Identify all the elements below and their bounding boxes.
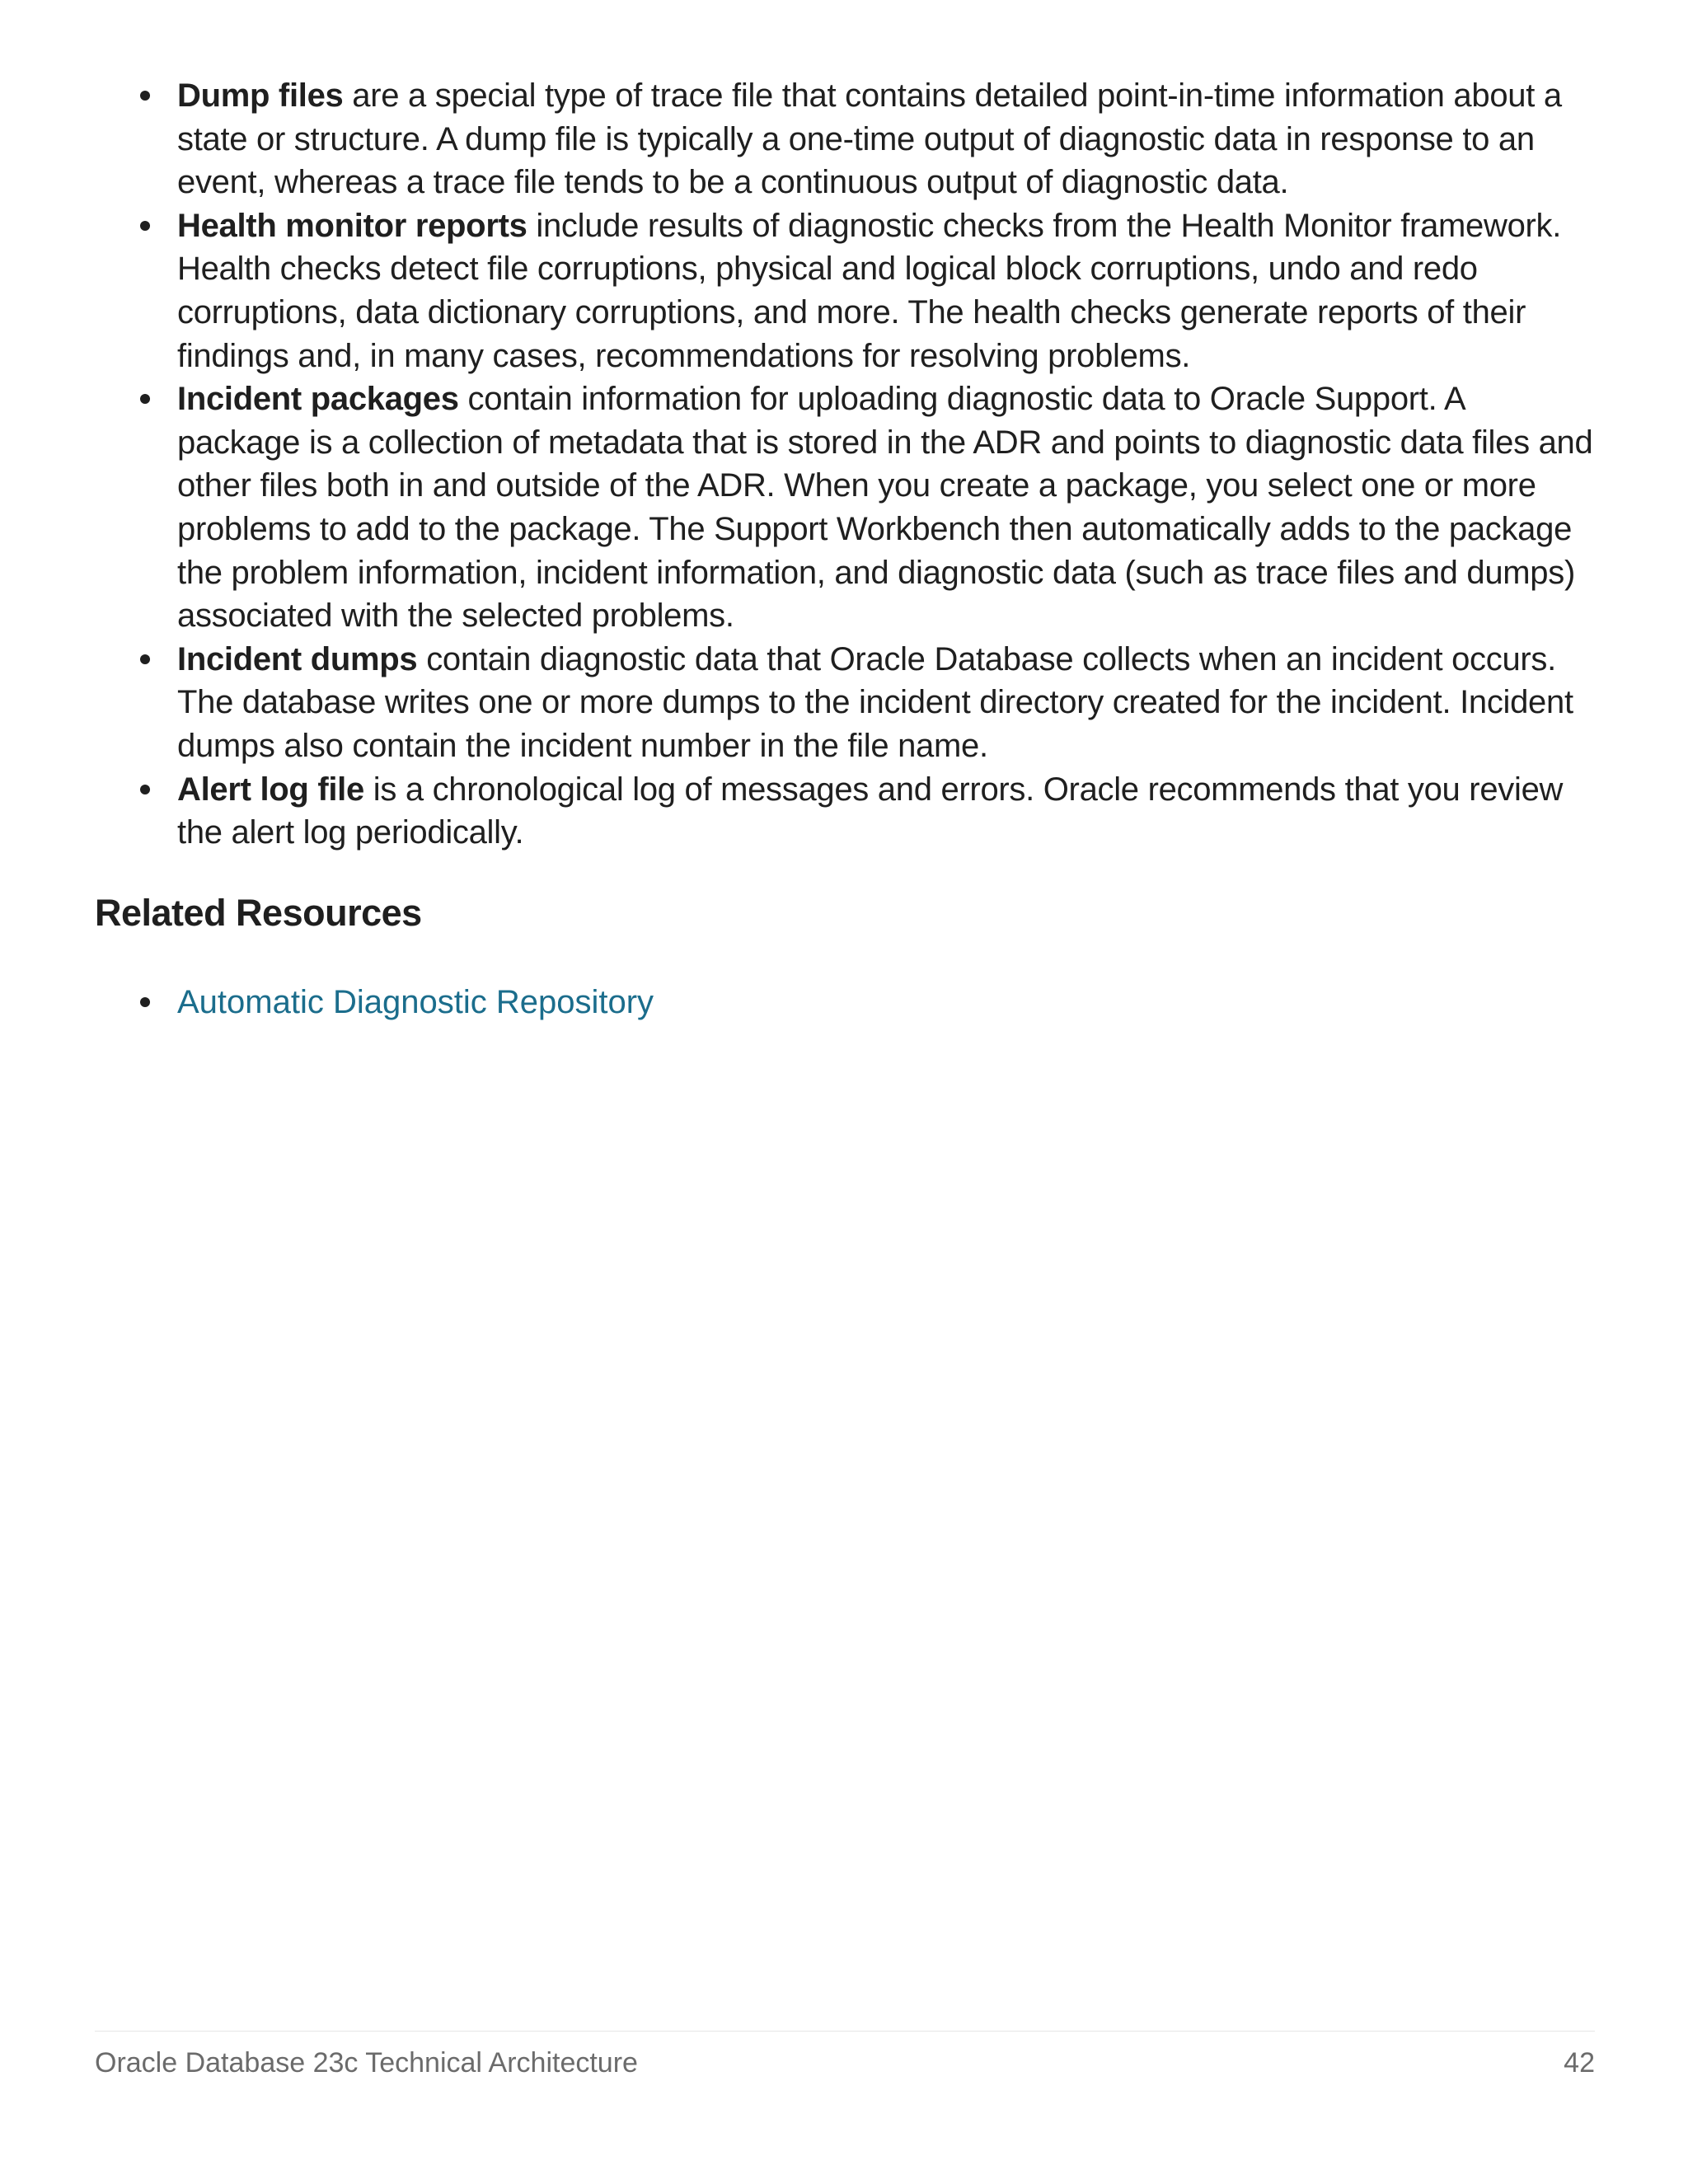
bullet-text: is a chronological log of messages and errors. Oracle recommends that you review the alert log periodically. [177,771,1564,851]
page-content [95,74,1595,1020]
related-resources-list [95,981,1595,1024]
bullet-term: Incident dumps [177,640,418,677]
bullet-text: contain information for uploading diagnostic data to Oracle Support. A package is a collection of metadata that is stored in the ADR and points to diagnostic data files and other files both in and outside of the ADR. When you create a package, you select one or more problems to add to the package. The Support Workbench then automatically adds to the package the problem information, incident information, and diagnostic data (such as trace files and dumps) associated with the selected problems. [177,381,1593,635]
bullet-term: Incident packages [177,381,459,418]
bullet-icon [140,997,150,1007]
bullet-term: Alert log file [177,771,364,808]
list-item [95,638,1595,768]
list-item [95,204,1595,377]
footer-page-number: 42 [1564,2047,1595,2079]
bullet-text: include results of diagnostic checks from the Health Monitor framework. Health checks detect file corruptions, physical and logical block corruptions, undo and redo corruptions, data dictionary corruptions, and more. The health checks generate reports of their findings and, in many cases, recommendations for resolving problems. [177,207,1562,374]
bullet-icon [140,394,150,404]
bullet-term: Dump files [177,77,344,114]
bullet-text: are a special type of trace file that contains detailed point-in-time information about a state or structure. A dump file is typically a one-time output of diagnostic data in response to an event, whereas a trace file tends to be a continuous output of diagnostic data. [177,77,1562,201]
bullet-list [95,74,1595,855]
related-resources-heading: Related Resources [95,892,422,934]
footer-document-title: Oracle Database 23c Technical Architecture [95,2047,638,2079]
list-item [95,377,1595,638]
automatic-diagnostic-repository-link[interactable]: Automatic Diagnostic Repository [177,984,654,1020]
footer-divider [95,2031,1595,2032]
list-item [95,74,1595,204]
bullet-icon [140,221,150,231]
bullet-text: contain diagnostic data that Oracle Database collects when an incident occurs. The database writes one or more dumps to the incident directory created for the incident. Incident dumps also contain the incident number in the file name. [177,640,1573,764]
list-item [95,768,1595,855]
list-item [95,981,1595,1024]
bullet-icon [140,654,150,664]
bullet-term: Health monitor reports [177,207,528,244]
bullet-icon [140,785,150,794]
bullet-icon [140,91,150,101]
